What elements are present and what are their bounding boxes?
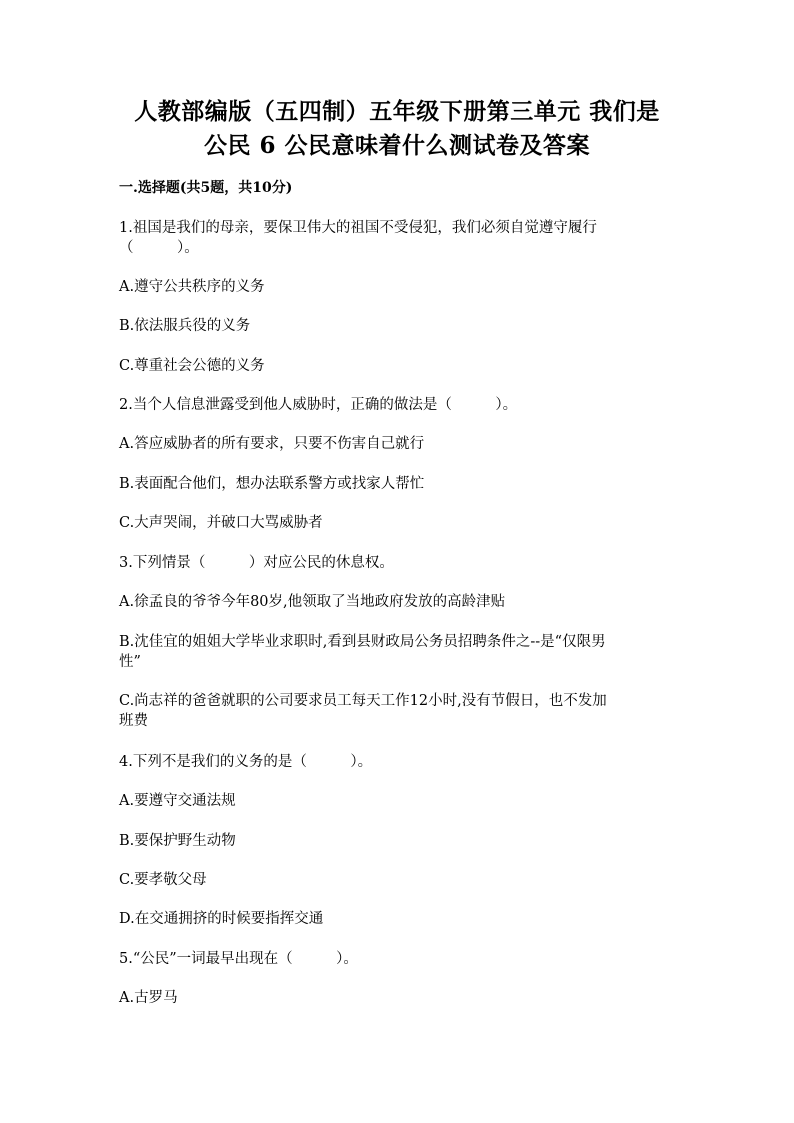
question-2-option-b: B.表面配合他们，想办法联系警方或找家人帮忙 bbox=[119, 476, 425, 492]
question-1-stem-cont: （ ）。 bbox=[119, 240, 199, 256]
question-5-stem: 5.“公民”一词最早出现在（ ）。 bbox=[119, 951, 358, 967]
document-title-line-2: 公民 6 公民意味着什么测试卷及答案 bbox=[203, 132, 591, 159]
section-heading: 一.选择题(共5题，共10分) bbox=[119, 180, 293, 196]
question-3-option-c-cont: 班费 bbox=[119, 713, 148, 729]
question-4-option-b: B.要保护野生动物 bbox=[119, 833, 236, 849]
question-1-stem: 1.祖国是我们的母亲，要保卫伟大的祖国不受侵犯，我们必须自觉遵守履行 bbox=[119, 220, 597, 236]
question-5-option-a: A.古罗马 bbox=[119, 990, 178, 1006]
question-3-stem: 3.下列情景（ ）对应公民的休息权。 bbox=[119, 555, 394, 571]
question-2-option-c: C.大声哭闹，并破口大骂威胁者 bbox=[119, 515, 323, 531]
question-3-option-b: B.沈佳宜的姐姐大学毕业求职时,看到县财政局公务员招聘条件之--是“仅限男 bbox=[119, 634, 606, 650]
question-3-option-a: A.徐孟良的爷爷今年80岁,他领取了当地政府发放的高龄津贴 bbox=[119, 594, 506, 610]
question-1-option-b: B.依法服兵役的义务 bbox=[119, 318, 251, 334]
question-4-stem: 4.下列不是我们的义务的是（ ）。 bbox=[119, 754, 373, 770]
document-title-line-1: 人教部编版（五四制）五年级下册第三单元 我们是 bbox=[134, 98, 660, 125]
question-4-option-c: C.要孝敬父母 bbox=[119, 872, 207, 888]
question-1-option-c: C.尊重社会公德的义务 bbox=[119, 358, 265, 374]
question-1-option-a: A.遵守公共秩序的义务 bbox=[119, 279, 265, 295]
question-3-option-b-cont: 性” bbox=[119, 654, 141, 670]
question-2-option-a: A.答应威胁者的所有要求，只要不伤害自己就行 bbox=[119, 436, 425, 452]
question-3-option-c: C.尚志祥的爸爸就职的公司要求员工每天工作12小时,没有节假日，也不发加 bbox=[119, 693, 607, 709]
question-4-option-a: A.要遵守交通法规 bbox=[119, 793, 236, 809]
question-4-option-d: D.在交通拥挤的时候要指挥交通 bbox=[119, 911, 324, 927]
question-2-stem: 2.当个人信息泄露受到他人威胁时，正确的做法是（ ）。 bbox=[119, 397, 518, 413]
